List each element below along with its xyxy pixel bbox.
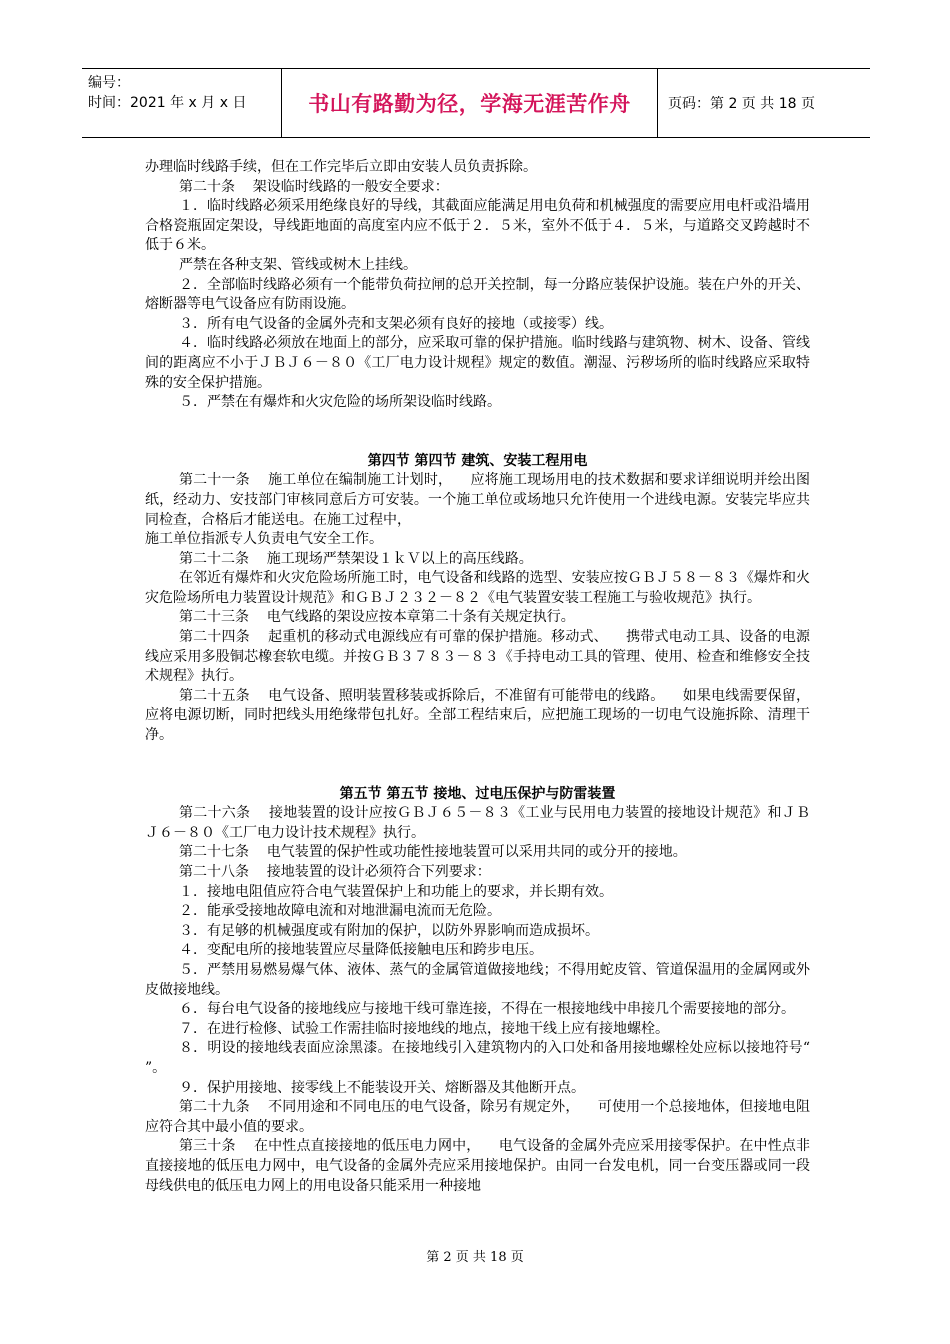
article-20: 第二十条 架设临时线路的一般安全要求： [179,178,449,195]
list-item: １．接地电阻值应符合电气装置保护上和功能上的要求，并长期有效。 [179,883,613,900]
paragraph: 施工单位指派专人负责电气安全工作。 [145,531,383,548]
paragraph: ４．临时线路必须放在地面上的部分，应采取可靠的保护措施。临时线路与建筑物、树木、设备、管线间的距离应不小于ＪＢＪ６－８０《工厂电力设计规程》规定的数值。潮湿、污秽场所的临时线路应采取特殊的安全保护措施。 [145,335,810,391]
paragraph: 严禁在各种支架、管线或树木上挂线。 [179,256,417,273]
paragraph: ２．全部临时线路必须有一个能带负荷拉闸的总开关控制，每一分路应装保护设施。装在户外的开关、熔断器等电气设备应有防雨设施。 [145,276,810,313]
header-page-info: 页码：第 2 页 共 18 页 [668,96,815,112]
document-body [145,158,828,1196]
paragraph: 办理临时线路手续，但在工作完毕后立即由安装人员负责拆除。 [145,159,537,175]
section-5-heading: 第五节 第五节 接地、过电压保护与防雷装置 [339,785,616,802]
paragraph: ５．严禁在有爆炸和火灾危险的场所架设临时线路。 [179,394,501,411]
list-item: ４．变配电所的接地装置应尽量降低接触电压和跨步电压。 [179,942,543,959]
page-footer: 第 2 页 共 18 页 [426,1250,524,1265]
article-29: 第二十九条 不同用途和不同电压的电气设备，除另有规定外， 可使用一个总接地体，但接地电阻应符合其中最小值的要求。 [145,1099,810,1135]
list-item: ９．保护用接地、接零线上不能装设开关、熔断器及其他断开点。 [179,1079,585,1096]
list-item: ５．严禁用易燃易爆气体、液体、蒸气的金属管道做接地线；不得用蛇皮管、管道保温用的金属网或外皮做接地线。 [145,961,810,998]
paragraph: ３．所有电气设备的金属外壳和支架必须有良好的接地（或接零）线。 [179,315,613,332]
article-26: 第二十六条 接地装置的设计应按ＧＢＪ６５－８３《工业与民用电力装置的接地设计规范》和ＪＢＪ６－８０《工厂电力设计技术规程》执行。 [145,805,810,841]
list-item: ６．每台电气设备的接地线应与接地干线可靠连接，不得在一根接地线中串接几个需要接地的部分。 [179,1001,795,1018]
article-21: 第二十一条 施工单位在编制施工计划时， 应将施工现场用电的技术数据和要求详细说明并绘出图纸，经动力、安技部门审核同意后方可安装。一个施工单位或场地只允许使用一个进线电源。安装完毕应共同检查，合格后才能送电。在施工过程中， [145,472,810,528]
doc-date-label: 时间：2021 年 x 月 x 日 [88,95,247,111]
article-28: 第二十八条 接地装置的设计必须符合下列要求： [179,864,491,880]
article-25: 第二十五条 电气设备、照明装置移装或拆除后，不准留有可能带电的线路。 如果电线需要保留，应将电源切断，同时把线头用绝缘带包扎好。全部工程结束后，应把施工现场的一切电气设施拆除、清理干净。 [145,687,810,744]
article-30: 第三十条 在中性点直接接地的低压电力网中， 电气设备的金属外壳应采用接零保护。在中性点非直接接地的低压电力网中，电气设备的金属外壳应采用接地保护。由同一台发电机，同一台变压器或同一段母线供电的低压电力网上的用电设备只能采用一种接地 [145,1138,810,1194]
header-left-cell [82,69,282,137]
section-4-heading: 第四节 第四节 建筑、安装工程用电 [367,452,588,469]
list-item: ２．能承受接地故障电流和对地泄漏电流而无危险。 [179,903,501,920]
paragraph: １．临时线路必须采用绝缘良好的导线，其截面应能满足用电负荷和机械强度的需要应用电杆或沿墙用合格瓷瓶固定架设，导线距地面的高度室内应不低于２．５米，室外不低于４．５米，与道路交叉跨越时不低于６米。 [145,198,810,254]
page-header [82,68,870,138]
list-item: ８．明设的接地线表面应涂黑漆。在接地线引入建筑物内的入口处和备用接地螺栓处应标以接地符号“ ”。 [145,1040,828,1076]
article-22: 第二十二条 施工现场严禁架设１ｋＶ以上的高压线路。 [179,550,533,567]
doc-number-label: 编号： [88,75,130,91]
header-motto: 书山有路勤为径，学海无涯苦作舟 [282,69,658,137]
paragraph: 在邻近有爆炸和火灾危险场所施工时，电气设备和线路的选型、安装应按ＧＢＪ５８－８３《爆炸和火灾危险场所电力装置设计规范》和ＧＢＪ２３２－８２《电气装置安装工程施工与验收规范》执行。 [145,570,810,606]
article-24: 第二十四条 起重机的移动式电源线应有可靠的保护措施。移动式、 携带式电动工具、设备的电源线应采用多股铜芯橡套软电缆。并按ＧＢ３７８３－８３《手持电动工具的管理、使用、检查和维修安全技术规程》执行。 [145,629,810,685]
article-27: 第二十七条 电气装置的保护性或功能性接地装置可以采用共同的或分开的接地。 [179,844,687,861]
list-item: ７．在进行检修、试验工作需挂临时接地线的地点，接地干线上应有接地螺栓。 [179,1020,669,1037]
list-item: ３．有足够的机械强度或有附加的保护，以防外界影响而造成损坏。 [179,922,599,939]
article-23: 第二十三条 电气线路的架设应按本章第二十条有关规定执行。 [179,609,575,626]
